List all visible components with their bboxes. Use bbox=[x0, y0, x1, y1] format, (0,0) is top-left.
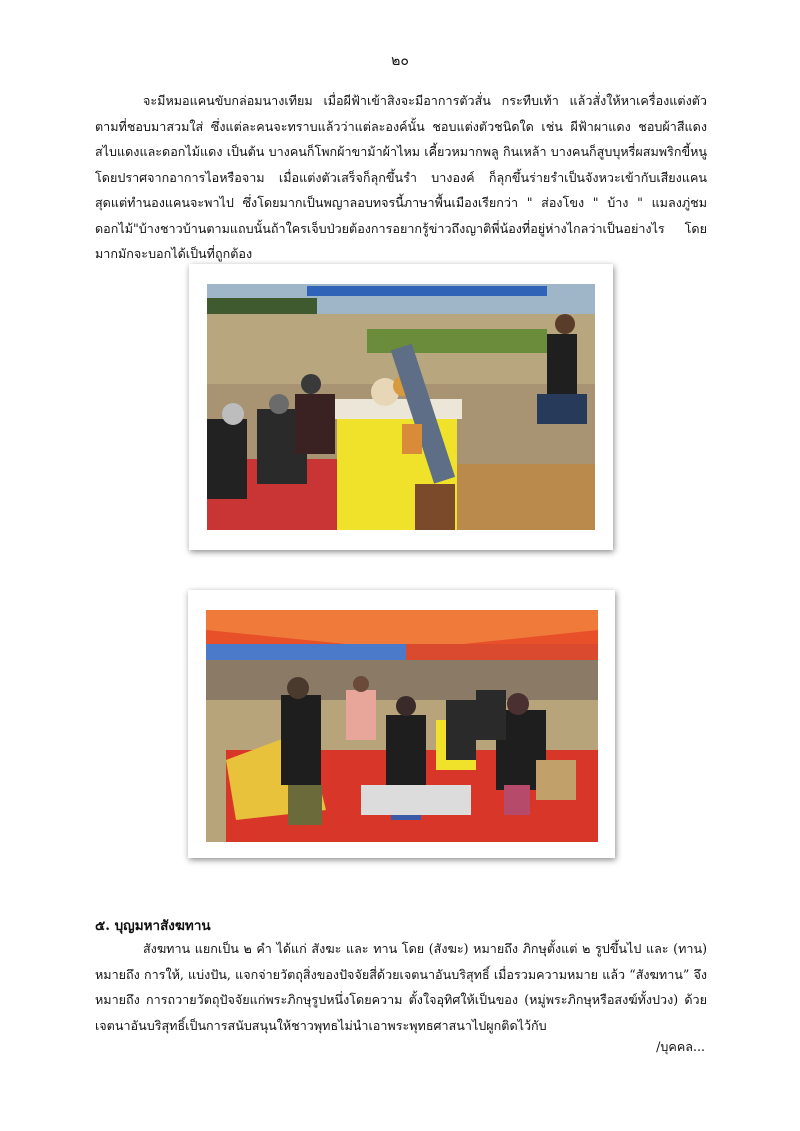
photo-ceremony-dancing-image bbox=[206, 610, 598, 842]
page-number: ๒๐ bbox=[391, 53, 409, 69]
body-paragraph bbox=[95, 88, 707, 267]
section-heading: ๕. บุญมหาสังฆทาน bbox=[95, 918, 211, 934]
photo-ceremony-dancing bbox=[188, 590, 615, 858]
paragraph-text: จะมีหมอแคนขับกล่อมนางเทียม เมื่อผีฟ้าเข้าสิงจะมีอาการตัวสั่น กระทืบเท้า แล้วสั่งให้หาเครื่องแต่งตัวตามที่ชอบมาสวมใส่ ซึ่งแต่ละคนจะทราบแล้วว่าแต่ละองค์นั้น ชอบแต่งตัวชนิดใด เช่น ผีฟ้าผาแดง ชอบผ้าสีแดง สไบแดงและดอกไม้แดง เป็นต้น บางคนก็โพกผ้าขาม้าผ้าไหม เคี้ยวหมากพลู กินเหล้า บางคนก็สูบบุหรี่ผสมพริกขี้หนู โดยปราศจากอาการไอหรือจาม เมื่อแต่งตัวเสร็จก็ลุกขึ้นรำ บางองค์ ก็ลุกขึ้นร่ายรำเป็นจังหวะเข้ากับเสียงแคน สุดแต่ทำนองแคนจะพาไป ซึ่งโดยมากเป็นพญาลอบทจรนี้ภาษาพื้นเมืองเรียกว่า " ส่องโขง " บ้าง " แมลงภู่ชมดอกไม้"บ้างชาวบ้านตามแถบนั้นถ้าใครเจ็บป่วยต้องการอยากรู้ข่าวถึงญาติพี่น้องที่อยู่ห่างไกลว่าเป็นอย่างไร โดยมากมักจะบอกได้เป็นที่ถูกต้อง bbox=[95, 93, 707, 261]
continuation-text: /บุคคล... bbox=[656, 1039, 705, 1054]
paragraph-text: สังฆทาน แยกเป็น ๒ คำ ได้แก่ สังฆะ และ ทาน โดย (สังฆะ) หมายถึง ภิกษุตั้งแต่ ๒ รูปขึ้นไป และ (ทาน) หมายถึง การให้, แบ่งปัน, แจกจ่ายวัตถุสิ่งของปัจจัยสี่ด้วยเจตนาอันบริสุทธิ์ เมื่อรวมความหมาย แล้ว “สังฆทาน” จึงหมายถึง การถวายวัตถุปัจจัยแก่พระภิกษุรูปหนึ่งโดยความ ตั้งใจอุทิศให้เป็นของ (หมู่พระภิกษุหรือสงฆ์ทั้งปวง) ด้วยเจตนาอันบริสุทธิ์เป็นการสนับสนุนให้ชาวพุทธไม่นำเอาพระพุทธศาสนาไปผูกติดไว้กับ bbox=[95, 941, 707, 1033]
photo-ceremony-seated-image bbox=[207, 284, 595, 530]
photo-ceremony-seated bbox=[189, 264, 613, 550]
section-paragraph bbox=[95, 936, 707, 1038]
